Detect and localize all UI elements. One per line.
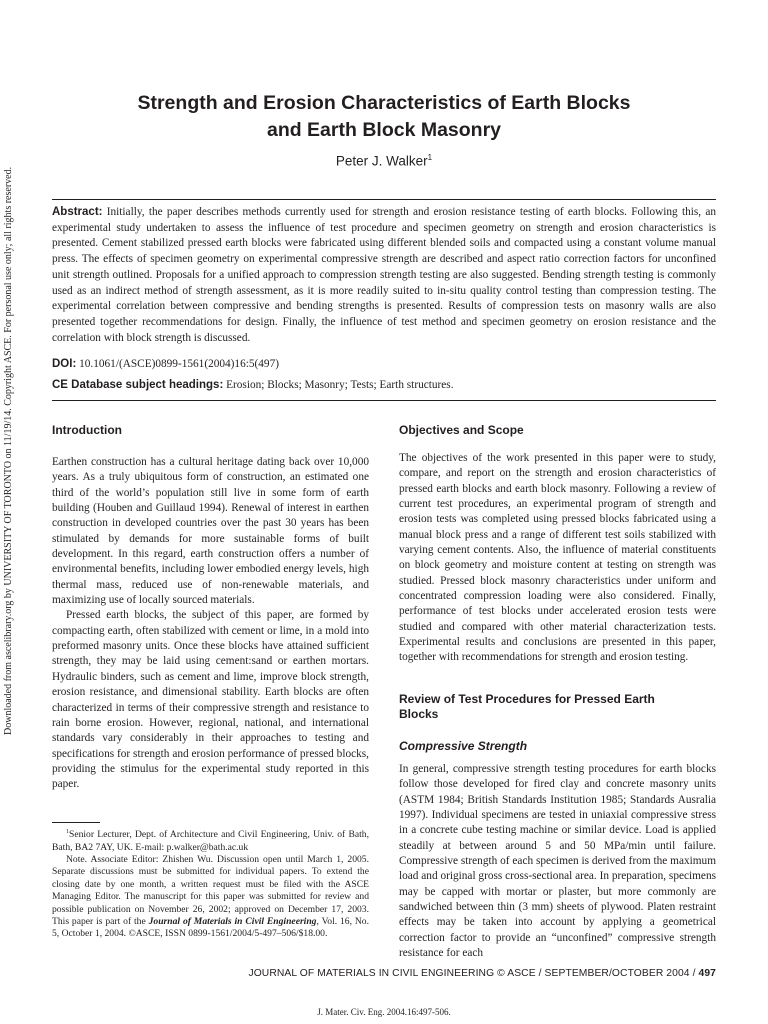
doi [52, 358, 716, 370]
introduction-heading: Introduction [52, 423, 122, 437]
footnote-rule [52, 822, 100, 823]
subject-headings-value: Erosion; Blocks; Masonry; Tests; Earth structures. [226, 379, 454, 391]
author-footnote-mark: 1 [427, 153, 433, 162]
introduction-paragraph-2: Pressed earth blocks, the subject of this paper, are formed by compacting earth, often stabilized with cement or lime, in a mold into preformed masonry units. Once these blocks have attained sufficient strength, they may be laid using cement:sand or earthen mortars. Hydraulic binders, such as cement and lime, improve block strength, erosion resistance, and dimensional stability. Earth blocks are often characterized in terms of their compressive strength and resistance to rain borne erosion. However, regional, national, and international standards vary considerably in their approaches to testing and specifications for strength and erosion performance of pressed blocks, providing the stimulus for the experimental study reported in this paper. [52, 609, 369, 791]
compressive-strength-paragraph: In general, compressive strength testing procedures for earth blocks follow those developed for fired clay and concrete masonry units (ASTM 1984; British Standards Institution 1985; Standards Ausralia 1997). Individual specimens are tested in uniaxial compressive stress in a concrete cube testing machine or similar device. Load is applied steadily at between around 5 and 50 MPa/min until failure. Compressive strength of each specimen is derived from the maximum load and original gross cross-sectional area. In preparation, specimens may be capped with mortar or plaster, but more commonly are sandwiched between thin (3 mm) sheets of plywood. Platen restraint effects may be taken into account by applying a geometrical correction factor to provide an “unconfined” compressive strength resistance for each [399, 762, 716, 959]
subject-headings-label: CE Database subject headings: [52, 379, 224, 391]
doi-label: DOI: [52, 358, 77, 370]
footnotes [52, 826, 369, 941]
journal-name: Journal of Materials in Civil Engineering [148, 916, 317, 928]
author [52, 153, 716, 169]
subject-headings [52, 379, 716, 391]
paper-title [52, 90, 716, 144]
abstract-text: Initially, the paper describes methods currently used for strength and erosion resistance testing of earth blocks. Following this, an experimental study undertaken to assess the influence of test procedure and specimen geometry on strength and erosion characteristics is presented. Cement stabilized pressed earth blocks were fabricated using different blended soils and compacted using a constant volume manual press. The effects of specimen geometry on experimental compressive strength are described and aspect ratio correction factors for unconfined unit strength outlined. Proposals for a unified approach to compression strength testing are also suggested. Bending strength testing is commonly used as an indirect method of strength assessment, as it is more readily suited to in-situ quality control testing than compression testing. The experimental correlation between compressive and bending strengths is presented. Results of compression tests on masonry walls are also presented together recommendations for design. Finally, the influence of test method and specimen geometry on erosion resistance and the correlation with block strength is discussed. [52, 206, 716, 344]
abstract [52, 205, 716, 346]
doi-value[interactable]: 10.1061/(ASCE)0899-1561(2004)16:5(497) [79, 358, 279, 370]
affiliation-text: Senior Lecturer, Dept. of Architecture and Civil Engineering, Univ. of Bath, Bath, BA2 7AY, UK. E-mail: p.walker@bath.ac.uk [52, 829, 369, 853]
journal-footer [248, 968, 716, 979]
editorial-note [52, 854, 369, 941]
left-column [52, 423, 369, 793]
download-notice-text: Downloaded from ascelibrary.org by UNIVERSITY OF TORONTO on 11/19/14. Copyright ASCE. For personal use only; all rights reserved. [3, 166, 14, 735]
page-number: 497 [698, 968, 716, 979]
citation: J. Mater. Civ. Eng. 2004.16:497-506. [317, 1007, 451, 1017]
review-heading: Review of Test Procedures for Pressed Earth Blocks [399, 691, 655, 721]
right-column [399, 423, 716, 961]
affiliation-mark: 1 [66, 829, 69, 835]
affiliation-footnote [52, 826, 369, 854]
abstract-label: Abstract: [52, 206, 103, 218]
objectives-paragraph: The objectives of the work presented in this paper were to study, compare, and report on the strength and erosion characteristics of pressed earth blocks and earth block masonry. Following a review of current test procedures, an experimental program of strength and erosion tests was completed using pressed blocks fabricated using a manual block press and a range of different test soils stabilized with varying cement contents. Also, the influence of material constituents on block geometry and moisture content at testing on strength was studied. Pressed block masonry characteristics under uniform and concentrated compression loading were also considered. Finally, performance of test blocks under accelerated erosion tests were studied and compared with other material characterization tests. Experimental results and conclusions are presented in this paper, together with recommendations for strength and erosion testing. [399, 452, 716, 664]
journal-footer-text: JOURNAL OF MATERIALS IN CIVIL ENGINEERING © ASCE / SEPTEMBER/OCTOBER 2004 / [248, 968, 696, 979]
abstract-top-rule [52, 199, 716, 200]
editorial-note-part2: , Vol. 16, No. 5, October 1, 2004. ©ASCE, ISSN 0899-1561/2004/5-497–506/$18.00. [52, 916, 369, 940]
download-notice [3, 166, 15, 735]
title-line-1: Strength and Erosion Characteristics of Earth Blocks [137, 92, 631, 114]
objectives-heading: Objectives and Scope [399, 423, 524, 437]
abstract-bottom-rule [52, 400, 716, 401]
editorial-note-part1: Note. Associate Editor: Zhishen Wu. Discussion open until March 1, 2005. Separate discussions must be submitted for individual papers. To extend the closing date by one month, a written request must be filed with the ASCE Managing Editor. The manuscript for this paper was submitted for review and possible publication on November 26, 2002; approved on December 17, 2003. This paper is part of the [52, 854, 369, 928]
introduction-paragraph-1: Earthen construction has a cultural heritage dating back over 10,000 years. As a truly ubiquitous form of construction, an estimated one third of the world’s population still live in some form of earth building (Houben and Guillaud 1994). Renewal of interest in earthen construction in developed countries over the past 30 years has been stimulated by demands for more sustainable forms of built development. In this regard, earth construction offers a number of environmental benefits, including lower embodied energy levels, high thermal mass, reduced use of non-renewable materials, and maximizing use of locally sourced materials. [52, 456, 369, 607]
title-line-2: and Earth Block Masonry [266, 119, 502, 141]
author-name: Peter J. Walker [335, 153, 428, 169]
compressive-strength-subheading: Compressive Strength [399, 738, 528, 753]
